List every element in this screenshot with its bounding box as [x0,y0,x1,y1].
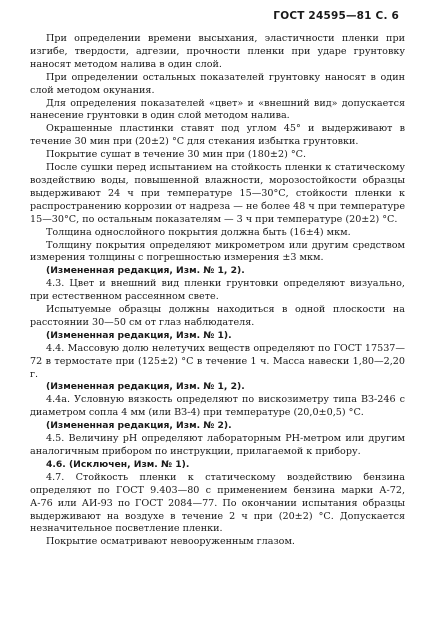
document-body [30,33,405,549]
paragraph-nalivy-method: При определении времени высыхания, эластичности пленки при изгибе, твердости, адгезии, прочности пленки при ударе грунтовку наносят методом налива в один слой. [30,33,405,70]
paragraph-samples-plane: Испытуемые образцы должны находиться в одной плоскости на расстоянии 30—50 см от глаз наблюдателя. [30,304,405,328]
edition-note: (Измененная редакция, Изм. № 1, 2). [46,265,245,277]
paragraph-4-6-excluded: 4.6. (Исключен, Изм. № 1). [46,458,190,470]
paragraph-4-4a: 4.4а. Условную вязкость определяют по вискозиметру типа ВЗ-246 с диаметром сопла 4 мм (или ВЗ-4) при температуре (20,0±0,5) °С. [30,394,405,419]
paragraph-thickness-measure: Толщину покрытия определяют микрометром или другим средством измерения толщины с погрешностью измерения ±3 мкм. [30,239,405,264]
paragraph-color-appearance: Для определения показателей «цвет» и «внешний вид» допускается нанесение грунтовки в один слой методом налива. [30,97,405,122]
edition-note: (Измененная редакция, Изм. № 1). [46,329,232,341]
paragraph-okunanie-method: При определении остальных показателей грунтовку наносят в один слой методом окунания. [30,71,405,96]
paragraph-4-3: 4.3. Цвет и внешний вид пленки грунтовки определяют визуально, при естественном рассеянном свете. [30,278,405,303]
edition-note: (Измененная редакция, Изм. № 2). [46,420,232,432]
paragraph-thickness: Толщина однослойного покрытия должна быть (16±4) мкм. [46,226,351,238]
paragraph-4-7: 4.7. Стойкость пленки к статическому воздействию бензина определяют по ГОСТ 9.403—80 с применением бензина марки А-72, А-76 или АИ-93 по ГОСТ 2084—77. По окончании испытания образцы выдерживают на воздухе в течение 2 ч при (20±2) °С. Допускается незначительное посветление пленки. [30,471,405,535]
paragraph-drying: Покрытие сушат в течение 30 мин при (180±2) °С. [46,149,307,161]
paragraph-4-4: 4.4. Массовую долю нелетучих веществ определяют по ГОСТ 17537—72 в термостате при (125±2) °С в течение 1 ч. Масса навески 1,80—2,20 г. [30,342,405,380]
page-header: ГОСТ 24595—81 С. 6 [273,10,399,22]
edition-note: (Измененная редакция, Изм. № 1, 2). [46,381,245,393]
paragraph-inspection: Покрытие осматривают невооруженным глазом. [46,536,295,548]
paragraph-after-drying: После сушки перед испытанием на стойкость пленки к статическому воздействию воды, повышенной влажности, морозостойкости образцы выдерживают 24 ч при температуре 15—30°С, стойкости пленки к распространению коррозии от надреза — не более 48 ч при температуре 15—30°С, по остальным показателям — 3 ч при температуре (20±2) °С. [30,162,405,225]
paragraph-plates-angle: Окрашенные пластинки ставят под углом 45° и выдерживают в течение 30 мин при (20±2) °С для стекания избытка грунтовки. [30,123,405,148]
paragraph-4-5: 4.5. Величину pH определяют лабораторным PH-метром или другим аналогичным прибором по инструкции, прилагаемой к прибору. [30,433,405,457]
